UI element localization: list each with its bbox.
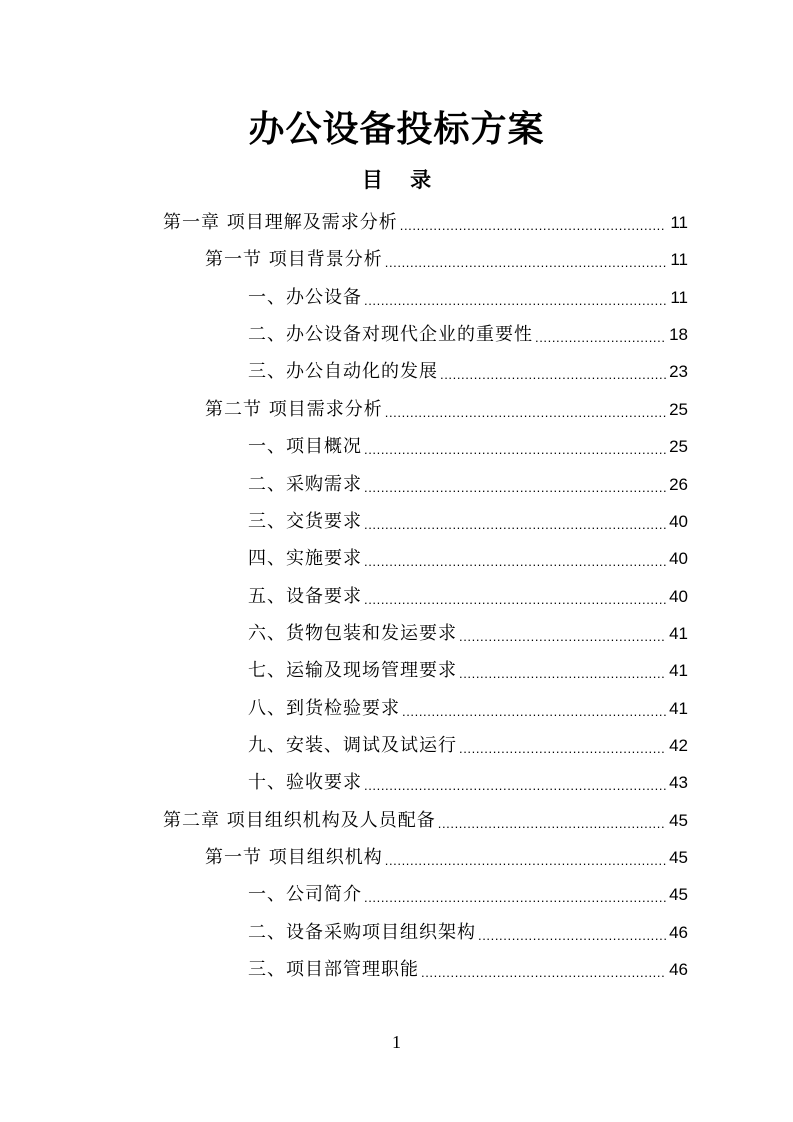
toc-leader-dots [402, 690, 666, 727]
toc-leader-dots [364, 279, 666, 316]
toc-leader-dots [478, 914, 666, 951]
toc-entry[interactable] [248, 503, 688, 540]
toc-entry-title: 三、项目部管理职能 [248, 959, 419, 980]
toc-leader-dots [459, 727, 666, 764]
toc-entry-title: 七、运输及现场管理要求 [248, 660, 457, 681]
toc-entry-title: 六、货物包装和发运要求 [248, 623, 457, 644]
toc-leader-dots [438, 802, 666, 839]
toc-entry-title: 四、实施要求 [248, 548, 362, 569]
toc-entry-page: 40 [669, 587, 688, 606]
toc-leader-dots [385, 839, 666, 876]
toc-leader-dots [421, 951, 666, 988]
toc-entry-title: 一、项目概况 [248, 436, 362, 457]
toc-entry[interactable] [248, 466, 688, 503]
toc-leader-dots [364, 764, 666, 801]
toc-entry[interactable] [248, 876, 688, 913]
toc-leader-dots [459, 652, 666, 689]
toc-entry-page: 43 [669, 773, 688, 792]
toc-entry[interactable] [248, 316, 688, 353]
toc-leader-dots [535, 316, 666, 353]
toc-entry-title: 九、安装、调试及试运行 [248, 735, 457, 756]
toc-leader-dots [459, 615, 666, 652]
toc-entry[interactable] [248, 615, 688, 652]
toc-entry-title: 十、验收要求 [248, 772, 362, 793]
toc-leader-dots [364, 876, 666, 913]
toc-entry-page: 42 [669, 736, 688, 755]
toc-entry-title: 一、公司简介 [248, 884, 362, 905]
toc-entry-title: 第一节 项目背景分析 [205, 249, 383, 270]
toc-entry-page: 46 [669, 923, 688, 942]
toc-entry[interactable] [248, 914, 688, 951]
toc-entry-page: 25 [669, 400, 688, 419]
toc-entry[interactable] [248, 727, 688, 764]
toc-entry[interactable] [205, 241, 688, 278]
toc-entry[interactable] [205, 839, 688, 876]
toc-entry-page: 40 [669, 512, 688, 531]
toc-entry-title: 第二节 项目需求分析 [205, 399, 383, 420]
toc-entry-page: 45 [669, 811, 688, 830]
page-number: 1 [392, 1032, 401, 1052]
toc-leader-dots [364, 428, 666, 465]
toc-entry-page: 46 [669, 960, 688, 979]
toc-entry-page: 11 [670, 250, 688, 269]
toc-entry-page: 11 [670, 213, 688, 232]
toc-entry[interactable] [163, 802, 688, 839]
document-title: 办公设备投标方案 [248, 108, 545, 150]
toc-entry-title: 第一章 项目理解及需求分析 [163, 212, 398, 233]
toc-entry-page: 45 [669, 885, 688, 904]
toc-entry[interactable] [163, 204, 688, 241]
toc-entry-title: 第二章 项目组织机构及人员配备 [163, 810, 436, 831]
toc-entry-page: 23 [669, 362, 688, 381]
toc-entry-title: 二、办公设备对现代企业的重要性 [248, 324, 533, 345]
toc-entry[interactable] [248, 578, 688, 615]
toc-leader-dots [364, 466, 666, 503]
toc-leader-dots [385, 391, 666, 428]
toc-entry[interactable] [248, 540, 688, 577]
toc-entry[interactable] [248, 428, 688, 465]
toc-entry-title: 三、交货要求 [248, 511, 362, 532]
toc-entry-title: 第一节 项目组织机构 [205, 847, 383, 868]
toc-leader-dots [364, 578, 666, 615]
toc-entry[interactable] [248, 279, 688, 316]
toc-entry-page: 18 [669, 325, 688, 344]
toc-entry-title: 三、办公自动化的发展 [248, 361, 438, 382]
toc-entry[interactable] [248, 652, 688, 689]
toc-entry-title: 二、设备采购项目组织架构 [248, 922, 476, 943]
toc-entry[interactable] [205, 391, 688, 428]
toc-entry-page: 45 [669, 848, 688, 867]
toc-entry-page: 25 [669, 437, 688, 456]
toc-entry[interactable] [248, 353, 688, 390]
toc-heading: 目 录 [361, 168, 442, 192]
toc-entry-page: 40 [669, 549, 688, 568]
toc-entry[interactable] [248, 690, 688, 727]
toc-entry-page: 41 [669, 661, 688, 680]
toc-entry-title: 二、采购需求 [248, 474, 362, 495]
toc-entry-page: 41 [669, 699, 688, 718]
toc-leader-dots [364, 503, 666, 540]
toc-entry-title: 五、设备要求 [248, 586, 362, 607]
toc-leader-dots [364, 540, 666, 577]
toc-entry-page: 26 [669, 475, 688, 494]
toc-entry-title: 一、办公设备 [248, 287, 362, 308]
toc-entry-title: 八、到货检验要求 [248, 698, 400, 719]
toc-entry[interactable] [248, 951, 688, 988]
toc-entry-page: 41 [669, 624, 688, 643]
toc-entry-page: 11 [670, 288, 688, 307]
toc-entry[interactable] [248, 764, 688, 801]
toc-leader-dots [440, 353, 666, 390]
toc-leader-dots [385, 241, 666, 278]
toc-leader-dots [400, 204, 666, 241]
